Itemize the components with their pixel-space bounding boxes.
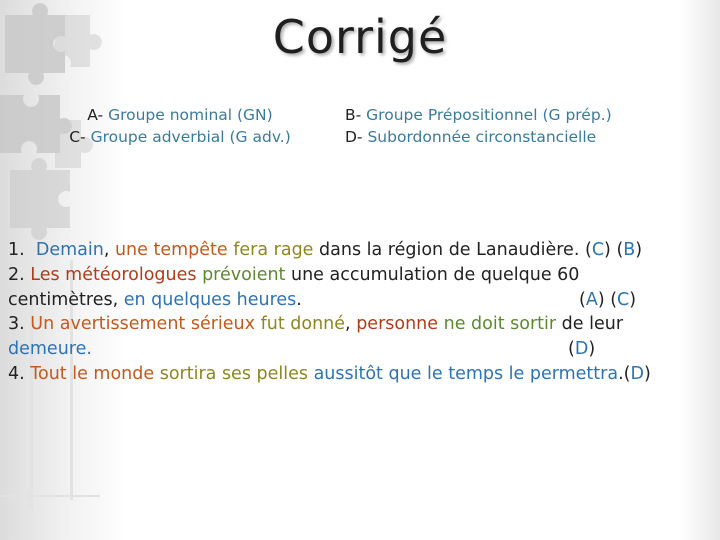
legend-letter: D- [345,128,363,146]
word-region: dans la région de Lanaudière [319,240,574,260]
punctuation: , [103,240,110,260]
word-fut-donne: fut donné [260,314,346,335]
legend-letter: B- [345,106,362,124]
word-demain: Demain [35,240,104,260]
word-meteorologues: Les météorologues [30,264,197,285]
legend-item-a [0,104,360,126]
paren: ( [579,289,586,310]
paren: ) [635,240,643,260]
legend-letter: A- [87,106,104,124]
word-accumulation: une accumulation de quelque 60 [291,264,580,285]
paren: ( [616,240,624,260]
legend-label: Groupe Prépositionnel (G prép.) [366,106,612,124]
legend-label: Groupe nominal (GN) [108,106,273,124]
answer-pair [579,288,636,313]
answer-letter: D [630,363,644,384]
exercise-text [8,238,708,387]
legend-right [345,104,612,148]
sentence-number: 1. [8,240,25,260]
word-avertissement: Un avertissement sérieux [30,314,255,335]
legend-letter: C- [69,128,86,146]
legend-label: Groupe adverbial (G adv.) [90,128,291,146]
punctuation: , [345,314,351,335]
answer-letter: A [585,289,598,310]
word-prevoient: prévoient [202,264,286,285]
word-personne: personne [356,314,439,335]
sentence-number: 3. [8,314,25,335]
sentence-number: 2. [8,264,25,285]
word-sortira-ses-pelles: sortira ses pelles [159,363,308,384]
sentence-2-line-b [8,288,708,313]
word-demeure: demeure. [8,339,92,360]
answer-1 [568,337,595,362]
word-de-leur: de leur [561,314,624,335]
answer-letter: D [574,339,589,360]
paren: ) [588,339,596,360]
legend-label: Subordonnée circonstancielle [367,128,597,146]
answer-letter: C [591,240,605,260]
paren: ( [610,289,618,310]
punctuation: , [112,289,119,310]
paren: ( [568,339,575,360]
word-ne-doit-sortir: ne doit sortir [443,314,557,335]
punctuation: . [618,363,624,384]
legend-item-d [345,126,612,148]
paren: ( [623,363,631,384]
word-centimetres: centimètres [8,289,113,310]
sentence-3-line-b [8,337,708,362]
paren: ) [604,240,611,260]
paren: ) [597,289,605,310]
sentence-number: 4. [8,363,25,384]
paren: ) [643,363,651,384]
word-aussitot: aussitôt que le temps le permettra [313,363,619,384]
punctuation: . [296,289,302,310]
sentence-3-line-a [8,312,708,337]
word-heures: en quelques heures [123,289,297,310]
answer-1 [585,240,611,260]
word-tout-le-monde: Tout le monde [30,363,155,384]
word-fera-rage: fera rage [233,240,314,260]
page-title: Corrigé [272,10,448,64]
sentence-1-line [8,238,708,263]
sentence-4-line [8,362,708,387]
paren: ( [584,240,592,260]
word-tempete: une tempête [114,240,228,260]
legend-item-c [0,126,360,148]
legend-left [0,104,360,148]
legend-item-b [345,104,612,126]
answer-letter: C [617,289,630,310]
sentence-2-line-a [8,263,708,288]
punctuation: . [573,240,580,260]
answer-2 [616,240,642,260]
answer-letter: B [623,240,636,260]
answer-1 [624,364,651,384]
paren: ) [629,289,637,310]
